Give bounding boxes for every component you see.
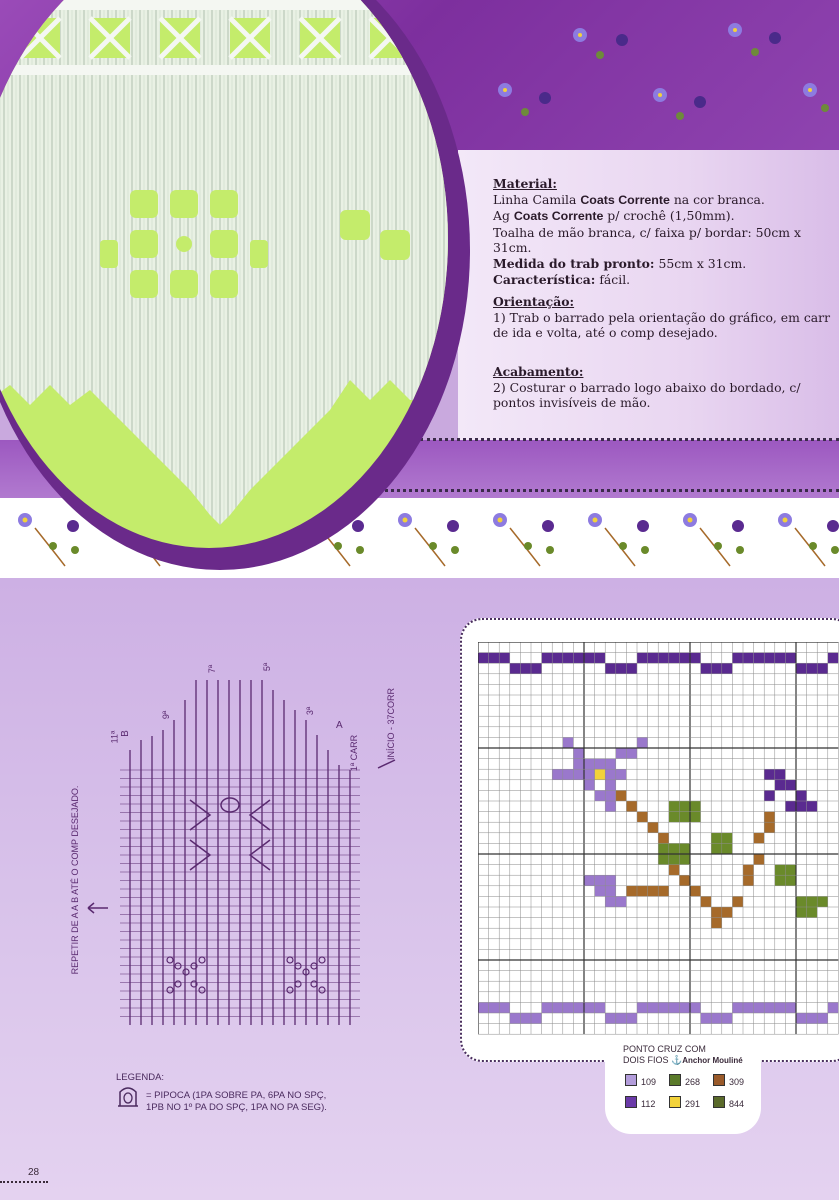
label: Medida do trab pronto: (493, 255, 655, 271)
row-label-5: 5ª (262, 662, 273, 672)
stitch-cell (669, 854, 680, 865)
crochet-photo (0, 0, 448, 548)
difficulty (493, 272, 833, 288)
stitch-cell (605, 1013, 616, 1024)
swatch-code: 309 (729, 1077, 745, 1087)
text: DOIS FIOS (623, 1055, 669, 1065)
stitch-cell (807, 663, 818, 674)
stitch-cell (669, 843, 680, 854)
stitch-cell (552, 653, 563, 664)
title-line-1: PONTO CRUZ COM (623, 1044, 706, 1054)
stitch-cell (637, 737, 648, 748)
page-number-rule (0, 1181, 48, 1183)
thread-legend-box (605, 1038, 761, 1134)
material-line-1 (493, 192, 833, 209)
stitch-cell (796, 663, 807, 674)
start-label: INÍCIO - 37CORR (386, 687, 396, 760)
stitch-cell (722, 833, 733, 844)
row-label-7: 7ª (207, 664, 218, 674)
swatch-color (625, 1096, 637, 1108)
stitch-cell (658, 886, 669, 897)
stitch-cell (626, 1013, 637, 1024)
stitch-cell (679, 854, 690, 865)
stitch-cell (648, 1002, 659, 1013)
border-flower-center (688, 518, 693, 523)
brand-name: Coats Corrente (513, 209, 604, 224)
orientation-section (493, 294, 833, 341)
stitch-cell (785, 653, 796, 664)
crochet-stitch-diagram (60, 640, 420, 1040)
title-line-2 (623, 1055, 743, 1066)
stitch-cell (648, 653, 659, 664)
stitch-cell (785, 865, 796, 876)
stitch-cell (499, 1002, 510, 1013)
text: na cor branca. (669, 191, 765, 207)
stitch-cell (711, 663, 722, 674)
stitch-cell (690, 653, 701, 664)
stitch-cell (796, 896, 807, 907)
border-bud (67, 520, 79, 532)
stitch-cell (669, 653, 680, 664)
finishing-text: 2) Costurar o barrado logo abaixo do bordado, c/ pontos invisíveis de mão. (493, 379, 801, 411)
stitch-cell (711, 907, 722, 918)
stitch-cell (584, 759, 595, 770)
stitch-cell (595, 875, 606, 886)
stitch-cell (785, 780, 796, 791)
stitch-cell (669, 1002, 680, 1013)
stitch-cell (817, 663, 828, 674)
stitch-cell (722, 843, 733, 854)
stitch-cell (531, 663, 542, 674)
border-flower-center (783, 518, 788, 523)
border-bud (447, 520, 459, 532)
stitch-cell (711, 833, 722, 844)
stitch-cell (605, 663, 616, 674)
stitch-cell (658, 833, 669, 844)
stitch-cell (637, 886, 648, 897)
stitch-cell (616, 1013, 627, 1024)
swatch-code: 844 (729, 1099, 745, 1109)
stitch-cell (595, 790, 606, 801)
stitch-cell (690, 801, 701, 812)
orientation-text: 1) Trab o barrado pela orientação do gráfico, em carr de ida e volta, até o comp desejado. (493, 309, 830, 341)
stitch-cell (648, 822, 659, 833)
stitch-cell (796, 907, 807, 918)
border-flower-center (403, 518, 408, 523)
thread-swatch (669, 1074, 713, 1087)
border-bud (637, 520, 649, 532)
stitch-cell (690, 1002, 701, 1013)
border-leaf (429, 542, 437, 550)
thread-swatch (625, 1096, 669, 1109)
stitch-cell (563, 737, 574, 748)
stitch-cell (489, 653, 500, 664)
stitch-cell (489, 1002, 500, 1013)
swatch-code: 268 (685, 1077, 701, 1087)
stitch-cell (775, 865, 786, 876)
border-bud (827, 520, 839, 532)
border-leaf (619, 542, 627, 550)
stitch-cell (616, 896, 627, 907)
crochet-lace-image (0, 0, 448, 548)
stitch-cell (796, 1013, 807, 1024)
swatch-color (625, 1074, 637, 1086)
stitch-cell (732, 653, 743, 664)
border-bud (352, 520, 364, 532)
stitch-cell (775, 769, 786, 780)
stitch-cell (669, 865, 680, 876)
stitch-cell (552, 1002, 563, 1013)
cross-stitch-chart-card (460, 618, 839, 1062)
value: fácil. (595, 271, 631, 287)
stitch-cell (679, 812, 690, 823)
stitch-cell (775, 875, 786, 886)
stitch-cell (605, 875, 616, 886)
pipoca-description (146, 1090, 327, 1114)
stitch-cell (478, 653, 489, 664)
cross-stitch-grid (478, 642, 839, 1042)
stitch-cell (754, 854, 765, 865)
border-flower-center (498, 518, 503, 523)
stitch-cell (605, 896, 616, 907)
pipoca-icon (116, 1086, 140, 1108)
stitch-cell (796, 790, 807, 801)
brand-name: Anchor Mouliné (682, 1056, 743, 1065)
stitch-cell (679, 1002, 690, 1013)
stitch-cell (817, 896, 828, 907)
pipoca-line-1: = PIPOCA (1PA SOBRE PA, 6PA NO SPÇ, (146, 1090, 327, 1101)
text: Ag (493, 208, 514, 224)
stitch-cell (531, 1013, 542, 1024)
stitch-cell (722, 663, 733, 674)
marker-b: B (119, 730, 131, 737)
stitch-cell (764, 769, 775, 780)
stitch-cell (690, 812, 701, 823)
border-leaf (714, 542, 722, 550)
stitch-cell (595, 769, 606, 780)
stitch-cell (584, 769, 595, 780)
orientation-heading: Orientação: (493, 294, 575, 309)
stitch-cell (679, 801, 690, 812)
stitch-cell (764, 1002, 775, 1013)
border-leaf (736, 546, 744, 554)
stitch-cell (817, 1013, 828, 1024)
finishing-heading: Acabamento: (493, 364, 584, 379)
finishing-section (493, 364, 813, 411)
stitch-cell (616, 769, 627, 780)
stitch-cell (584, 875, 595, 886)
stitch-cell (605, 759, 616, 770)
swatch-color (713, 1096, 725, 1108)
marker-a: A (336, 720, 343, 731)
stitch-cell (754, 653, 765, 664)
thread-swatch (669, 1096, 713, 1109)
stitch-cell (563, 653, 574, 664)
stitch-cell (743, 1002, 754, 1013)
border-leaf (641, 546, 649, 554)
stitch-cell (764, 653, 775, 664)
stitch-cell (807, 801, 818, 812)
row-label-1: 1ª CARR (349, 734, 360, 772)
swatch-color (669, 1096, 681, 1108)
stitch-cell (584, 653, 595, 664)
border-bud (732, 520, 744, 532)
finished-size (493, 256, 833, 272)
row-label-11: 11ª (109, 730, 120, 744)
row-label-9: 9ª (161, 710, 172, 720)
border-flower-center (23, 518, 28, 523)
stitch-cell (595, 1002, 606, 1013)
stitch-cell (605, 769, 616, 780)
thread-swatch (713, 1074, 757, 1087)
brand-name: Coats Corrente (580, 192, 670, 207)
stitch-cell (669, 812, 680, 823)
stitch-cell (796, 801, 807, 812)
stitch-cell (563, 1002, 574, 1013)
repeat-label: REPETIR DE A A B ATÉ O COMP DESEJADO. (70, 785, 80, 975)
stitch-cell (658, 843, 669, 854)
stitch-cell (807, 896, 818, 907)
stitch-cell (573, 653, 584, 664)
stitch-cell (658, 653, 669, 664)
stitch-cell (807, 907, 818, 918)
stitch-cell (595, 759, 606, 770)
border-leaf (334, 542, 342, 550)
material-heading: Material: (493, 176, 557, 191)
stitch-cell (711, 843, 722, 854)
stitch-cell (701, 1013, 712, 1024)
material-section (493, 176, 833, 287)
stitch-cell (775, 653, 786, 664)
stitch-cell (478, 1002, 489, 1013)
stitch-cell (785, 801, 796, 812)
anchor-icon: ⚓ (671, 1055, 683, 1065)
stitch-cell (690, 886, 701, 897)
stitch-cell (775, 780, 786, 791)
swatch-code: 291 (685, 1099, 701, 1109)
stitch-cell (552, 769, 563, 780)
pipoca-line-2: 1PB NO 1º PA DO SPÇ, 1PA NO PA SEG). (146, 1102, 327, 1113)
row-label-3: 3ª (305, 706, 316, 716)
text: Linha Camila (493, 191, 581, 207)
stitch-cell (595, 886, 606, 897)
border-leaf (451, 546, 459, 554)
border-leaf (546, 546, 554, 554)
stitch-cell (573, 769, 584, 780)
material-line-3: Toalha de mão branca, c/ faixa p/ bordar: 50cm x 31cm. (493, 224, 801, 256)
stitch-cell (605, 790, 616, 801)
stitch-cell (626, 663, 637, 674)
border-flower-center (593, 518, 598, 523)
stitch-cell (658, 854, 669, 865)
stitch-cell (701, 663, 712, 674)
stitch-cell (520, 1013, 531, 1024)
stitch-cell (510, 663, 521, 674)
stitch-cell (584, 780, 595, 791)
stitch-cell (563, 769, 574, 780)
stitch-cell (743, 865, 754, 876)
stitch-cell (807, 1013, 818, 1024)
legend-title: LEGENDA: (116, 1072, 165, 1083)
stitch-cell (785, 875, 796, 886)
stitch-cell (584, 1002, 595, 1013)
stitch-cell (754, 833, 765, 844)
swatch-color (713, 1074, 725, 1086)
stitch-cell (701, 896, 712, 907)
stitch-cell (722, 1013, 733, 1024)
border-leaf (71, 546, 79, 554)
stitch-cell (764, 812, 775, 823)
swatch-color (669, 1074, 681, 1086)
stitch-cell (637, 1002, 648, 1013)
stitch-cell (542, 653, 553, 664)
material-line-2 (493, 208, 833, 225)
stitch-cell (573, 748, 584, 759)
stitch-cell (510, 1013, 521, 1024)
pipoca-symbol (116, 1086, 140, 1108)
stitch-cell (775, 1002, 786, 1013)
border-leaf (49, 542, 57, 550)
stitch-cell (573, 759, 584, 770)
stitch-cell (764, 822, 775, 833)
stitch-cell (626, 886, 637, 897)
thread-swatch (625, 1074, 669, 1087)
stitch-cell (616, 790, 627, 801)
stitch-cell (648, 886, 659, 897)
stitch-cell (679, 653, 690, 664)
page-number: 28 (28, 1167, 40, 1178)
stitch-cell (637, 653, 648, 664)
border-leaf (809, 542, 817, 550)
stitch-cell (732, 1002, 743, 1013)
stitch-cell (743, 875, 754, 886)
stitch-cell (679, 843, 690, 854)
stitch-cell (711, 918, 722, 929)
stitch-cell (605, 780, 616, 791)
stitch-cell (573, 1002, 584, 1013)
dotted-divider (360, 489, 839, 492)
stitch-cell (828, 653, 839, 664)
stitch-cell (711, 1013, 722, 1024)
stitch-cell (637, 812, 648, 823)
stitch-cell (605, 886, 616, 897)
stitch-cell (616, 663, 627, 674)
stitch-cell (785, 1002, 796, 1013)
stitch-cell (595, 653, 606, 664)
stitch-cell (754, 1002, 765, 1013)
stitch-cell (616, 748, 627, 759)
thread-swatches (625, 1074, 759, 1118)
stitch-cell (722, 907, 733, 918)
dotted-divider (420, 438, 839, 441)
border-leaf (356, 546, 364, 554)
stitch-cell (605, 801, 616, 812)
border-bud (542, 520, 554, 532)
stitch-cell (732, 896, 743, 907)
stitch-cell (520, 663, 531, 674)
border-leaf (524, 542, 532, 550)
stitch-cell (743, 653, 754, 664)
stitch-cell (658, 1002, 669, 1013)
stitch-cell (679, 875, 690, 886)
thread-swatch (713, 1096, 757, 1109)
border-leaf (831, 546, 839, 554)
label: Característica: (493, 271, 596, 287)
stitch-cell (764, 790, 775, 801)
stitch-cell (499, 653, 510, 664)
stitch-cell (828, 1002, 839, 1013)
swatch-code: 112 (641, 1099, 656, 1109)
stitch-cell (626, 801, 637, 812)
stitch-cell (669, 801, 680, 812)
value: 55cm x 31cm. (654, 255, 747, 271)
stitch-cell (626, 748, 637, 759)
crochet-chart (60, 640, 420, 1040)
swatch-code: 109 (641, 1077, 657, 1087)
thread-legend-title (623, 1044, 743, 1066)
stitch-cell (542, 1002, 553, 1013)
text: p/ crochê (1,50mm). (603, 208, 735, 224)
